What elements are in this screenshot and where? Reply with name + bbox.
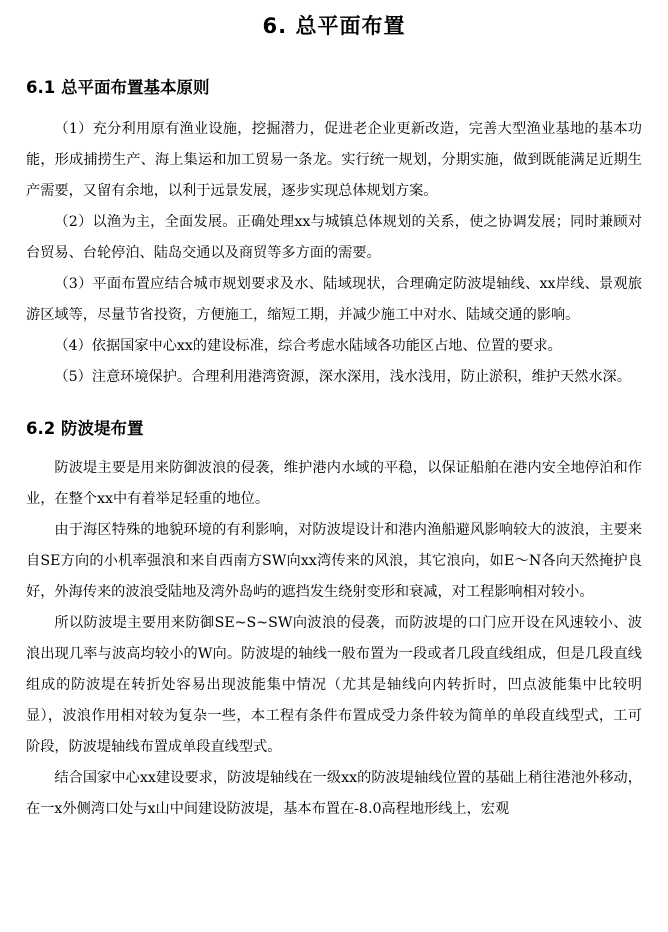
paragraph: 由于海区特殊的地貌环境的有利影响，对防波堤设计和港内渔船避风影响较大的波浪，主要来自SE方向的小机率强浪和来自西南方SW向xx湾传来的风浪，其它浪向，如E～N各向天然掩护良好，外海传来的波浪受陆地及湾外岛屿的遮挡发生绕射变形和衰减，对工程影响相对较小。 (26, 522, 642, 600)
paragraph: （3）平面布置应结合城市规划要求及水、陆域现状，合理确定防波堤轴线、xx岸线、景观旅游区域等，尽量节省投资，方便施工，缩短工期，并减少施工中对水、陆域交通的影响。 (26, 276, 642, 323)
paragraph: （4）依据国家中心xx的建设标准，综合考虑水陆域各功能区占地、位置的要求。 (54, 338, 562, 354)
paragraph: 结合国家中心xx建设要求，防波堤轴线在一级xx的防波堤轴线位置的基础上稍往港池外移动，在一x外侧湾口处与x山中间建设防波堤，基本布置在-8.0高程地形线上，宏观 (26, 770, 642, 817)
paragraph: （2）以渔为主，全面发展。正确处理xx与城镇总体规划的关系，使之协调发展；同时兼顾对台贸易、台轮停泊、陆岛交通以及商贸等多方面的需要。 (26, 214, 642, 261)
section-body-6-1 (26, 114, 642, 393)
paragraph: （5）注意环境保护。合理利用港湾资源，深水深用，浅水浅用，防止淤积，维护天然水深。 (54, 369, 631, 385)
chapter-title: 6. 总平面布置 (262, 14, 406, 38)
section-title-6-1: 6.1 总平面布置基本原则 (26, 78, 210, 97)
paragraph: 所以防波堤主要用来防御SE~S~SW向波浪的侵袭，而防波堤的口门应开设在风速较小、波浪出现几率与波高均较小的W向。防波堤的轴线一般布置为一段或者几段直线组成，但是几段直线组成的防波堤在转折处容易出现波能集中情况（尤其是轴线向内转折时，凹点波能集中比较明显），波浪作用相对较为复杂一些，本工程有条件布置成受力条件较为简单的单段直线型式，工可阶段，防波堤轴线布置成单段直线型式。 (26, 615, 642, 755)
paragraph: 防波堤主要是用来防御波浪的侵袭，维护港内水域的平稳，以保证船舶在港内安全地停泊和作业，在整个xx中有着举足轻重的地位。 (26, 460, 642, 507)
section-title-6-2: 6.2 防波堤布置 (26, 419, 144, 438)
paragraph: （1）充分利用原有渔业设施，挖掘潜力，促进老企业更新改造，完善大型渔业基地的基本功能，形成捕捞生产、海上集运和加工贸易一条龙。实行统一规划，分期实施，做到既能满足近期生产需要，又留有余地，以利于远景发展，逐步实现总体规划方案。 (26, 121, 642, 199)
section-body-6-2 (26, 453, 642, 825)
